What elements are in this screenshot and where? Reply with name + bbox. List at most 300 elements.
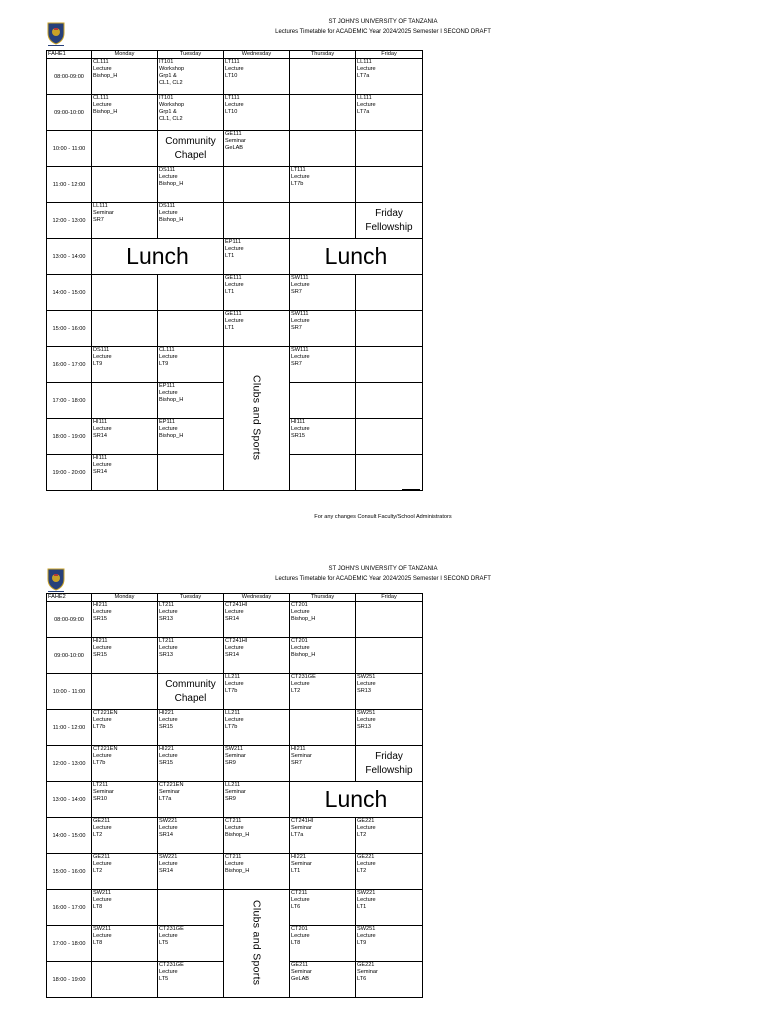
table-row (47, 203, 423, 239)
venue: LT9 (159, 361, 169, 367)
venue: LT9 (357, 940, 367, 946)
table-row (47, 674, 423, 710)
slot-content (290, 962, 355, 983)
lecture-slot (92, 455, 158, 491)
session-type: Lecture (291, 897, 310, 903)
timetable-subtitle: Lectures Timetable for ACADEMIC Year 2024/2025 Semester I SECOND DRAFT (275, 576, 491, 582)
time-slot: 19:00 - 20:00 (47, 455, 92, 491)
lecture-slot (158, 782, 224, 818)
lecture-slot (356, 419, 423, 455)
lecture-slot (224, 275, 290, 311)
lecture-slot (356, 383, 423, 419)
lecture-slot (158, 962, 224, 998)
lecture-slot (290, 926, 356, 962)
slot-content (356, 818, 422, 839)
table-row (47, 167, 423, 203)
session-type: Lecture (159, 174, 178, 180)
lecture-slot (92, 710, 158, 746)
lecture-slot (356, 455, 423, 491)
session-type: Lecture (159, 609, 178, 615)
course-code: GE211 (93, 854, 110, 860)
clubs-and-sports-block (224, 890, 290, 998)
timetable-subtitle: Lectures Timetable for ACADEMIC Year 2024/2025 Semester I SECOND DRAFT (275, 29, 491, 35)
course-code: SW221 (159, 854, 178, 860)
venue: Bishop_H (225, 868, 250, 874)
lecture-slot (92, 419, 158, 455)
session-type: Lecture (357, 825, 376, 831)
slot-content (158, 59, 223, 87)
lecture-slot (356, 275, 423, 311)
table-row (47, 854, 423, 890)
venue: SR7 (291, 760, 302, 766)
course-code: CL111 (159, 347, 175, 353)
time-slot: 11:00 - 12:00 (47, 710, 92, 746)
lecture-slot (92, 167, 158, 203)
session-type: Lecture (93, 354, 112, 360)
lecture-slot (290, 854, 356, 890)
venue: SR14 (225, 652, 239, 658)
venue: LT1 (357, 904, 367, 910)
course-code: CL111 (93, 59, 109, 65)
slot-content (158, 818, 223, 839)
course-code: DS111 (159, 167, 176, 173)
course-code: CT241HI (291, 818, 314, 824)
slot-content (356, 962, 422, 983)
venue: LT5 (159, 976, 169, 982)
venue: CL1, CL2 (159, 80, 183, 86)
session-type: Lecture (93, 753, 112, 759)
lecture-slot (290, 383, 356, 419)
time-slot: 18:00 - 19:00 (47, 962, 92, 998)
slot-content (92, 638, 157, 659)
venue: CL1, CL2 (159, 116, 183, 122)
course-code: GE111 (225, 275, 242, 281)
session-type: Seminar (225, 789, 246, 795)
slot-content (158, 95, 223, 123)
venue: SR15 (291, 433, 305, 439)
slot-content (224, 131, 289, 152)
table-row (47, 95, 423, 131)
session-type: Seminar (291, 753, 312, 759)
course-code: CT221EN (93, 710, 118, 716)
lecture-slot (224, 167, 290, 203)
venue: GeLAB (225, 145, 244, 151)
slot-content (92, 203, 157, 224)
session-type: Lecture (357, 717, 376, 723)
lecture-slot (158, 203, 224, 239)
lecture-slot (224, 131, 290, 167)
session-type: Lecture (225, 246, 244, 252)
session-type: Lecture (357, 66, 376, 72)
venue: SR13 (159, 652, 173, 658)
session-type: Lecture (291, 681, 310, 687)
course-code: GE111 (225, 131, 242, 137)
venue: LT7b (93, 724, 106, 730)
lecture-slot (158, 95, 224, 131)
slot-content (290, 890, 355, 911)
lecture-slot (290, 95, 356, 131)
session-type: Lecture (225, 102, 244, 108)
course-code: HI221 (291, 854, 306, 860)
slot-content (92, 347, 157, 368)
slot-content (158, 419, 223, 440)
session-type: Lecture (225, 66, 244, 72)
lecture-slot (92, 962, 158, 998)
lecture-slot (290, 818, 356, 854)
slot-content (290, 167, 355, 188)
venue: LT1 (225, 289, 235, 295)
slot-content (290, 854, 355, 875)
slot-content (290, 674, 355, 695)
group-info: Grp1 & (159, 73, 177, 79)
course-code: SW251 (357, 710, 376, 716)
lecture-slot (158, 890, 224, 926)
venue: LT1 (225, 253, 235, 259)
slot-content (92, 419, 157, 440)
course-code: CT201 (291, 926, 308, 932)
stray-mark (402, 489, 420, 490)
venue: SR15 (159, 724, 173, 730)
course-code: HI211 (93, 602, 108, 608)
course-code: HI221 (159, 746, 174, 752)
lecture-slot (224, 782, 290, 818)
lecture-slot (158, 419, 224, 455)
day-header: Friday (356, 594, 423, 602)
course-code: SW111 (291, 347, 309, 353)
course-code: SW111 (291, 275, 309, 281)
course-code: CT221EN (93, 746, 118, 752)
lecture-slot (356, 710, 423, 746)
venue: SR13 (159, 616, 173, 622)
venue: Bishop_H (159, 217, 184, 223)
venue: SR7 (93, 217, 104, 223)
slot-content (92, 890, 157, 911)
venue: Bishop_H (93, 73, 118, 79)
lecture-slot (92, 638, 158, 674)
timetable-1 (46, 50, 423, 491)
lecture-slot (92, 203, 158, 239)
table-row (47, 239, 423, 275)
lecture-slot (290, 638, 356, 674)
venue: SR7 (291, 289, 302, 295)
lecture-slot (158, 926, 224, 962)
course-code: SW251 (357, 674, 376, 680)
slot-content (92, 926, 157, 947)
venue: LT2 (93, 868, 103, 874)
day-header: Friday (356, 51, 423, 59)
venue: LT2 (291, 688, 301, 694)
lecture-slot (356, 131, 423, 167)
session-type: Lecture (159, 969, 178, 975)
lecture-slot (290, 131, 356, 167)
session-type: Lecture (357, 897, 376, 903)
course-code: IT101 (159, 59, 174, 65)
lecture-slot (290, 419, 356, 455)
venue: SR15 (93, 616, 107, 622)
lecture-slot (224, 818, 290, 854)
slot-content (224, 275, 289, 296)
lecture-slot (356, 95, 423, 131)
day-header: Monday (92, 51, 158, 59)
slot-content (158, 746, 223, 767)
slot-content (290, 638, 355, 659)
table-row (47, 131, 423, 167)
lecture-slot (158, 347, 224, 383)
lecture-slot (224, 854, 290, 890)
course-code: CT231GE (159, 962, 184, 968)
session-type: Lecture (225, 318, 244, 324)
lecture-slot (224, 239, 290, 275)
session-type: Seminar (357, 969, 378, 975)
lecture-slot (290, 746, 356, 782)
session-type: Lecture (159, 426, 178, 432)
venue: LT7b (93, 760, 106, 766)
slot-content (158, 167, 223, 188)
slot-content (158, 710, 223, 731)
session-type: Lecture (159, 354, 178, 360)
venue: LT8 (93, 940, 103, 946)
lecture-slot (224, 311, 290, 347)
course-code: CT241HI (225, 602, 248, 608)
course-code: GE211 (93, 818, 110, 824)
course-code: LL111 (357, 95, 372, 101)
course-code: CT201 (291, 638, 308, 644)
venue: LT5 (159, 940, 169, 946)
lecture-slot (92, 311, 158, 347)
table-row (47, 818, 423, 854)
clubs-and-sports-block (224, 347, 290, 491)
lecture-slot (356, 311, 423, 347)
lecture-slot (290, 602, 356, 638)
course-code: LT111 (225, 95, 240, 101)
venue: LT2 (93, 832, 103, 838)
time-slot: 14:00 - 15:00 (47, 275, 92, 311)
session-type: Lecture (225, 681, 244, 687)
course-code: SW211 (225, 746, 243, 752)
slot-content (290, 746, 355, 767)
venue: LT10 (225, 109, 238, 115)
session-type: Lecture (357, 861, 376, 867)
lecture-slot (92, 674, 158, 710)
lecture-slot (92, 131, 158, 167)
venue: Bishop_H (291, 652, 316, 658)
lecture-slot (92, 275, 158, 311)
venue: LT1 (291, 868, 301, 874)
venue: Bishop_H (159, 433, 184, 439)
lecture-slot (92, 782, 158, 818)
course-code: CT221EN (159, 782, 184, 788)
slot-content (224, 710, 289, 731)
slot-content (224, 59, 289, 80)
course-code: SW251 (357, 926, 376, 932)
venue: LT7a (357, 73, 370, 79)
slot-content (158, 782, 223, 803)
course-code: GE221 (357, 818, 375, 824)
slot-content (290, 275, 355, 296)
session-type: Lecture (225, 645, 244, 651)
venue: SR14 (225, 616, 239, 622)
venue: SR10 (93, 796, 107, 802)
course-code: LT211 (159, 602, 175, 608)
table-row (47, 782, 423, 818)
lecture-slot (290, 710, 356, 746)
course-code: HI111 (93, 455, 108, 461)
lecture-slot (158, 710, 224, 746)
course-code: IT101 (159, 95, 174, 101)
venue: LT7a (291, 832, 304, 838)
venue: LT7b (291, 181, 304, 187)
time-slot: 14:00 - 15:00 (47, 818, 92, 854)
session-type: Lecture (159, 753, 178, 759)
slot-content (290, 347, 355, 368)
university-crest-icon (45, 566, 67, 593)
lecture-slot (158, 383, 224, 419)
venue: SR14 (93, 433, 107, 439)
lecture-slot (290, 890, 356, 926)
session-type: Lecture (225, 825, 244, 831)
session-type: Lecture (93, 66, 112, 72)
friday-fellowship-block: Friday Fellowship (356, 746, 423, 782)
slot-content (158, 638, 223, 659)
slot-content (158, 854, 223, 875)
venue: LT6 (291, 904, 301, 910)
venue: SR7 (291, 361, 302, 367)
slot-content (356, 926, 422, 947)
slot-content (92, 818, 157, 839)
venue: Bishop_H (93, 109, 118, 115)
lecture-slot (356, 890, 423, 926)
lecture-slot (224, 203, 290, 239)
lunch-block: Lunch (92, 239, 224, 275)
venue: SR9 (225, 760, 236, 766)
slot-content (92, 746, 157, 767)
community-chapel-block: Community Chapel (158, 674, 224, 710)
lecture-slot (158, 311, 224, 347)
university-name: ST JOHN'S UNIVERSITY OF TANZANIA (328, 19, 438, 25)
session-type: Lecture (93, 462, 112, 468)
session-type: Seminar (291, 969, 312, 975)
lecture-slot (356, 638, 423, 674)
slot-content (224, 638, 289, 659)
course-code: CT211 (291, 890, 308, 896)
time-slot: 17:00 - 18:00 (47, 383, 92, 419)
session-type: Lecture (93, 861, 112, 867)
time-slot: 16:00 - 17:00 (47, 347, 92, 383)
lecture-slot (290, 311, 356, 347)
course-code: HI221 (159, 710, 174, 716)
slot-content (92, 854, 157, 875)
session-type: Lecture (357, 102, 376, 108)
session-type: Lecture (291, 426, 310, 432)
course-code: LT111 (291, 167, 306, 173)
slot-content (158, 383, 223, 404)
table-row (47, 710, 423, 746)
day-header: Monday (92, 594, 158, 602)
slot-content (356, 854, 422, 875)
programme-code: FAHE2 (47, 594, 92, 602)
session-type: Lecture (225, 609, 244, 615)
course-code: HI211 (291, 746, 306, 752)
slot-content (224, 674, 289, 695)
lecture-slot (290, 167, 356, 203)
venue: LT7a (357, 109, 370, 115)
venue: LT1 (225, 325, 235, 331)
venue: SR7 (291, 325, 302, 331)
lecture-slot (92, 818, 158, 854)
day-header: Wednesday (224, 51, 290, 59)
timetable-1-header (240, 17, 526, 37)
table-row (47, 602, 423, 638)
friday-fellowship-block: Friday Fellowship (356, 203, 423, 239)
venue: Bishop_H (225, 832, 250, 838)
session-type: Seminar (93, 789, 114, 795)
lecture-slot (92, 854, 158, 890)
table-row (47, 347, 423, 383)
lecture-slot (158, 59, 224, 95)
lecture-slot (92, 890, 158, 926)
lecture-slot (290, 962, 356, 998)
venue: SR9 (225, 796, 236, 802)
course-code: HI111 (291, 419, 306, 425)
course-code: GE111 (225, 311, 242, 317)
slot-content (290, 419, 355, 440)
slot-content (92, 455, 157, 476)
course-code: SW211 (93, 890, 111, 896)
venue: SR13 (357, 724, 371, 730)
course-code: EP111 (159, 419, 175, 425)
session-type: Seminar (93, 210, 114, 216)
venue: SR14 (159, 868, 173, 874)
table-row (47, 311, 423, 347)
slot-content (158, 203, 223, 224)
time-slot: 17:00 - 18:00 (47, 926, 92, 962)
session-type: Seminar (225, 753, 246, 759)
session-type: Lecture (225, 717, 244, 723)
course-code: SW221 (357, 890, 376, 896)
time-slot: 12:00 - 13:00 (47, 203, 92, 239)
course-code: CL111 (93, 95, 109, 101)
slot-content (224, 239, 289, 260)
venue: SR15 (159, 760, 173, 766)
lecture-slot (356, 854, 423, 890)
course-code: CT231GE (159, 926, 184, 932)
time-slot: 08:00-09:00 (47, 59, 92, 95)
venue: SR14 (93, 469, 107, 475)
table-row (47, 638, 423, 674)
slot-content (290, 311, 355, 332)
venue: LT7b (225, 724, 238, 730)
lecture-slot (158, 854, 224, 890)
timetable-2 (46, 593, 423, 998)
slot-content (92, 602, 157, 623)
slot-content (158, 962, 223, 983)
course-code: LT111 (225, 59, 240, 65)
lecture-slot (356, 962, 423, 998)
lecture-slot (356, 59, 423, 95)
session-type: Lecture (93, 933, 112, 939)
lecture-slot (356, 818, 423, 854)
session-type: Lecture (291, 933, 310, 939)
course-code: GE221 (357, 854, 375, 860)
session-type: Lecture (159, 717, 178, 723)
session-type: Lecture (291, 354, 310, 360)
venue: LT10 (225, 73, 238, 79)
slot-content (224, 311, 289, 332)
session-type: Lecture (357, 933, 376, 939)
session-type: Lecture (93, 426, 112, 432)
day-header: Tuesday (158, 594, 224, 602)
programme-code: FAHE1 (47, 51, 92, 59)
